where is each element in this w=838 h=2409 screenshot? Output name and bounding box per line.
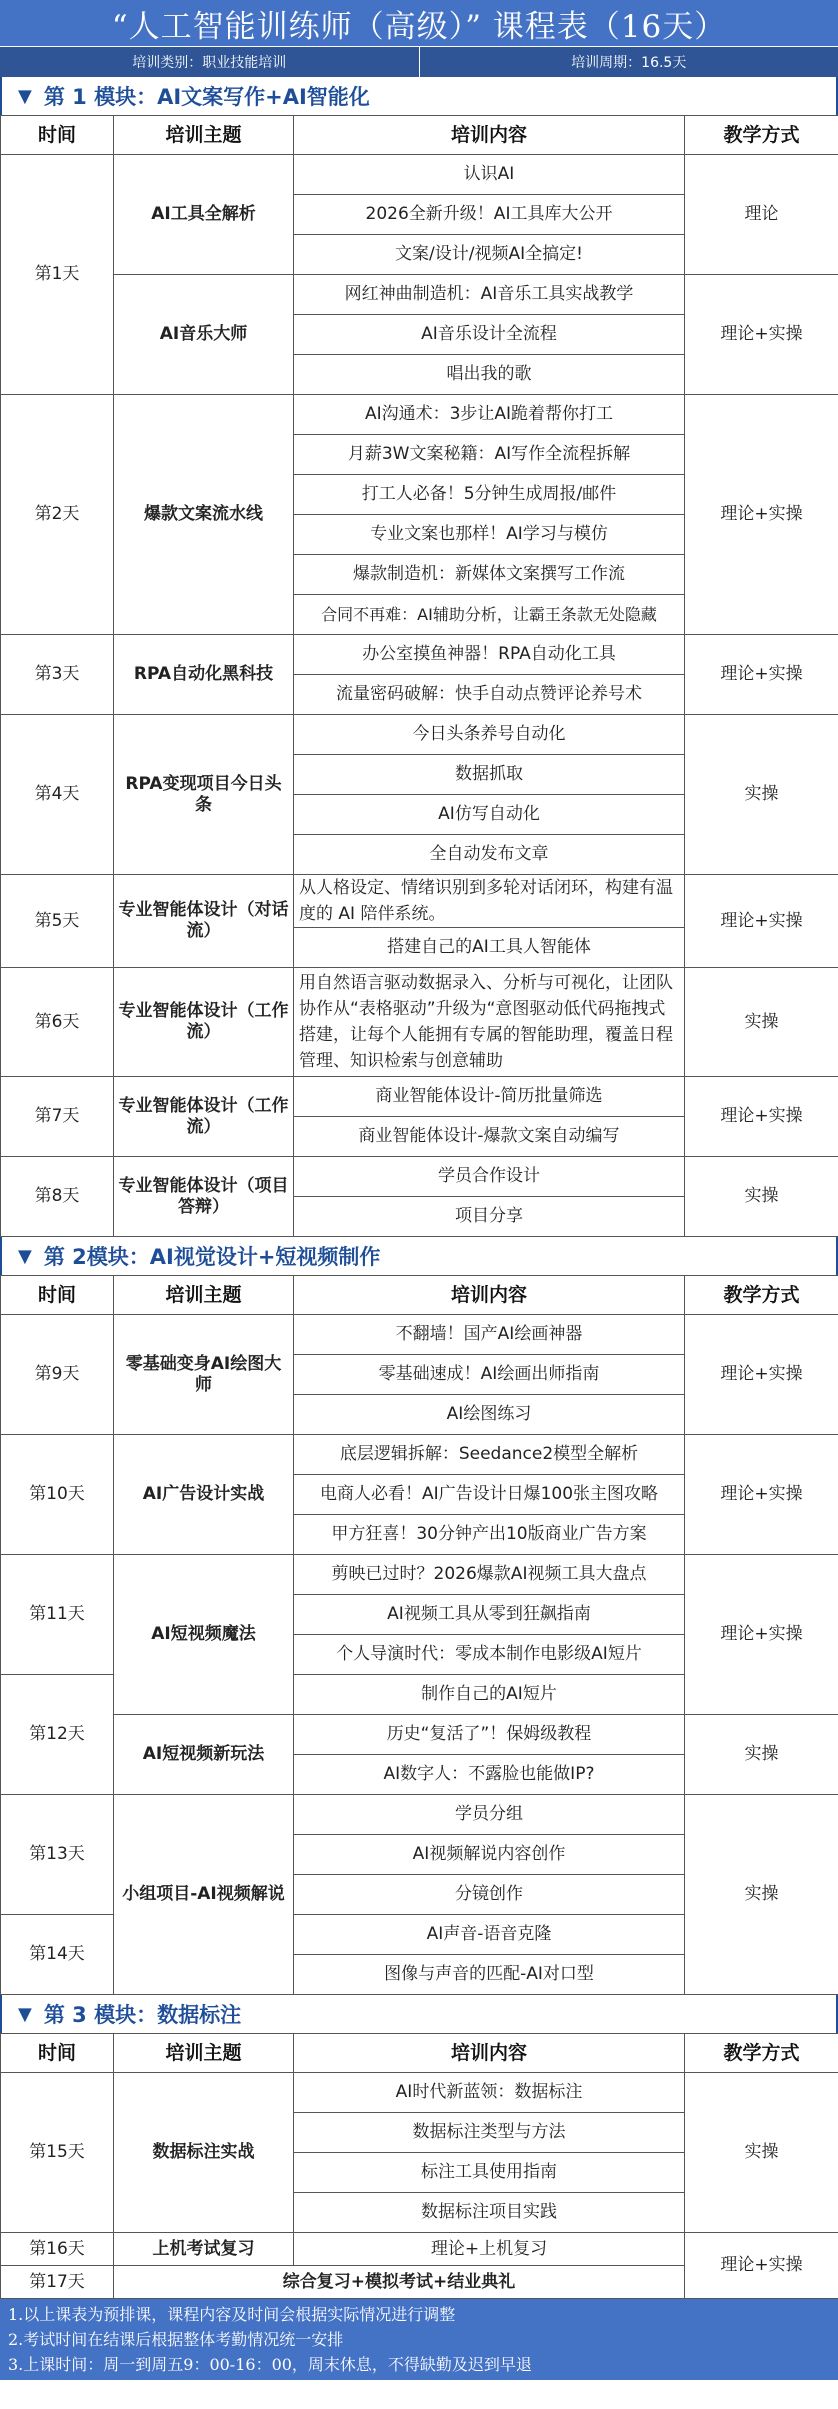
day-cell: 第8天 bbox=[1, 1157, 114, 1237]
note-line: 3.上课时间：周一到周五9：00-16：00，周末休息，不得缺勤及迟到早退 bbox=[8, 2355, 532, 2374]
day-cell: 第3天 bbox=[1, 635, 114, 715]
topic-cell: 上机考试复习 bbox=[114, 2233, 294, 2266]
content-cell: AI视频解说内容创作 bbox=[294, 1835, 685, 1875]
day-cell: 第10天 bbox=[1, 1435, 114, 1555]
content-cell: 认识AI bbox=[294, 155, 685, 195]
info-bar bbox=[0, 46, 838, 77]
content-cell: 流量密码破解：快手自动点赞评论养号术 bbox=[294, 675, 685, 715]
header-content: 培训内容 bbox=[294, 1276, 685, 1315]
notes-footer bbox=[0, 2299, 838, 2380]
header-topic: 培训主题 bbox=[114, 1276, 294, 1315]
header-method: 教学方式 bbox=[685, 2034, 838, 2073]
content-cell: 项目分享 bbox=[294, 1197, 685, 1237]
header-time: 时间 bbox=[1, 2034, 114, 2073]
module-3-header bbox=[0, 1995, 838, 2033]
module-title: 第 3 模块：数据标注 bbox=[43, 2003, 242, 2027]
content-cell: 分镜创作 bbox=[294, 1875, 685, 1915]
method-cell: 理论+实操 bbox=[685, 635, 838, 715]
content-cell: 网红神曲制造机：AI音乐工具实战教学 bbox=[294, 275, 685, 315]
header-time: 时间 bbox=[1, 1276, 114, 1315]
table-header-row bbox=[1, 1276, 838, 1315]
content-cell: 数据标注项目实践 bbox=[294, 2193, 685, 2233]
content-cell: AI音乐设计全流程 bbox=[294, 315, 685, 355]
topic-cell: AI短视频魔法 bbox=[114, 1555, 294, 1715]
table-header-row bbox=[1, 2034, 838, 2073]
collapse-triangle-icon: ▼ bbox=[18, 1245, 32, 1267]
topic-cell: RPA变现项目今日头条 bbox=[114, 715, 294, 875]
topic-cell: AI音乐大师 bbox=[114, 275, 294, 395]
content-cell: 办公室摸鱼神器！RPA自动化工具 bbox=[294, 635, 685, 675]
header-topic: 培训主题 bbox=[114, 2034, 294, 2073]
content-cell: AI声音-语音克隆 bbox=[294, 1915, 685, 1955]
topic-cell: 数据标注实战 bbox=[114, 2073, 294, 2233]
content-cell: AI数字人：不露脸也能做IP? bbox=[294, 1755, 685, 1795]
note-line: 1.以上课表为预排课，课程内容及时间会根据实际情况进行调整 bbox=[8, 2305, 456, 2324]
content-cell: 不翻墙！国产AI绘画神器 bbox=[294, 1315, 685, 1355]
module-title: 第 2模块：AI视觉设计+短视频制作 bbox=[43, 1245, 381, 1269]
method-cell: 实操 bbox=[685, 1715, 838, 1795]
topic-cell: 小组项目-AI视频解说 bbox=[114, 1795, 294, 1995]
method-cell: 理论+实操 bbox=[685, 1435, 838, 1555]
content-cell: 月薪3W文案秘籍：AI写作全流程拆解 bbox=[294, 435, 685, 475]
day-cell: 第4天 bbox=[1, 715, 114, 875]
training-category: 培训类别：职业技能培训 bbox=[0, 47, 420, 77]
content-cell: 打工人必备！5分钟生成周报/邮件 bbox=[294, 475, 685, 515]
content-cell: 合同不再难：AI辅助分析，让霸王条款无处隐藏 bbox=[294, 595, 685, 635]
content-cell: 底层逻辑拆解：Seedance2模型全解析 bbox=[294, 1435, 685, 1475]
content-cell: 标注工具使用指南 bbox=[294, 2153, 685, 2193]
page-title: “人工智能训练师（高级）” 课程表（16天） bbox=[0, 0, 838, 46]
topic-cell: 爆款文案流水线 bbox=[114, 395, 294, 635]
content-cell: 爆款制造机：新媒体文案撰写工作流 bbox=[294, 555, 685, 595]
method-cell: 理论+实操 bbox=[685, 395, 838, 635]
table-header-row bbox=[1, 116, 838, 155]
day-cell: 第14天 bbox=[1, 1915, 114, 1995]
content-cell: AI时代新蓝领：数据标注 bbox=[294, 2073, 685, 2113]
method-cell: 理论+实操 bbox=[685, 1555, 838, 1715]
method-cell: 实操 bbox=[685, 1795, 838, 1995]
module-1-header bbox=[0, 77, 838, 115]
day-cell: 第11天 bbox=[1, 1555, 114, 1675]
day-cell: 第6天 bbox=[1, 968, 114, 1077]
content-cell: 2026全新升级！AI工具库大公开 bbox=[294, 195, 685, 235]
content-cell: 学员分组 bbox=[294, 1795, 685, 1835]
header-content: 培训内容 bbox=[294, 116, 685, 155]
content-cell: 制作自己的AI短片 bbox=[294, 1675, 685, 1715]
content-cell: 商业智能体设计-爆款文案自动编写 bbox=[294, 1117, 685, 1157]
content-cell: 剪映已过时？2026爆款AI视频工具大盘点 bbox=[294, 1555, 685, 1595]
day-cell: 第1天 bbox=[1, 155, 114, 395]
content-cell: 零基础速成！AI绘画出师指南 bbox=[294, 1355, 685, 1395]
content-cell: 全自动发布文章 bbox=[294, 835, 685, 875]
header-method: 教学方式 bbox=[685, 116, 838, 155]
content-cell: 数据标注类型与方法 bbox=[294, 2113, 685, 2153]
content-cell: 数据抓取 bbox=[294, 755, 685, 795]
day-cell: 第9天 bbox=[1, 1315, 114, 1435]
topic-cell: RPA自动化黑科技 bbox=[114, 635, 294, 715]
collapse-triangle-icon: ▼ bbox=[18, 85, 32, 107]
content-cell: 今日头条养号自动化 bbox=[294, 715, 685, 755]
day-cell: 第2天 bbox=[1, 395, 114, 635]
method-cell: 实操 bbox=[685, 2073, 838, 2233]
day-cell: 第16天 bbox=[1, 2233, 114, 2266]
method-cell: 理论+实操 bbox=[685, 275, 838, 395]
header-time: 时间 bbox=[1, 116, 114, 155]
content-cell: 历史“复活了”！保姆级教程 bbox=[294, 1715, 685, 1755]
method-cell: 实操 bbox=[685, 715, 838, 875]
method-cell: 实操 bbox=[685, 968, 838, 1077]
day-cell: 第15天 bbox=[1, 2073, 114, 2233]
module-2-table bbox=[0, 1275, 838, 1995]
topic-cell: 零基础变身AI绘图大师 bbox=[114, 1315, 294, 1435]
content-cell: 商业智能体设计-简历批量筛选 bbox=[294, 1077, 685, 1117]
topic-cell: AI广告设计实战 bbox=[114, 1435, 294, 1555]
content-cell: 搭建自己的AI工具人智能体 bbox=[294, 928, 685, 968]
note-line: 2.考试时间在结课后根据整体考勤情况统一安排 bbox=[8, 2330, 344, 2349]
module-1-table bbox=[0, 115, 838, 1237]
day-cell: 第13天 bbox=[1, 1795, 114, 1915]
content-cell: 甲方狂喜！30分钟产出10版商业广告方案 bbox=[294, 1515, 685, 1555]
content-cell: 个人导演时代：零成本制作电影级AI短片 bbox=[294, 1635, 685, 1675]
day-cell: 第12天 bbox=[1, 1675, 114, 1795]
method-cell: 理论 bbox=[685, 155, 838, 275]
header-topic: 培训主题 bbox=[114, 116, 294, 155]
training-period: 培训周期：16.5天 bbox=[571, 55, 687, 71]
day-cell: 第7天 bbox=[1, 1077, 114, 1157]
content-cell: 学员合作设计 bbox=[294, 1157, 685, 1197]
method-cell: 理论+实操 bbox=[685, 2233, 838, 2299]
content-cell: 从人格设定、情绪识别到多轮对话闭环，构建有温度的 AI 陪伴系统。 bbox=[294, 875, 685, 928]
method-cell: 理论+实操 bbox=[685, 875, 838, 968]
content-cell: 文案/设计/视频AI全搞定! bbox=[294, 235, 685, 275]
day-cell: 第5天 bbox=[1, 875, 114, 968]
method-cell: 理论+实操 bbox=[685, 1077, 838, 1157]
topic-cell: 专业智能体设计（对话流） bbox=[114, 875, 294, 968]
topic-cell: 专业智能体设计（项目答辩） bbox=[114, 1157, 294, 1237]
content-cell: 理论+上机复习 bbox=[294, 2233, 685, 2266]
day-cell: 第17天 bbox=[1, 2266, 114, 2299]
topic-cell: AI短视频新玩法 bbox=[114, 1715, 294, 1795]
content-cell: AI绘图练习 bbox=[294, 1395, 685, 1435]
module-3-table bbox=[0, 2033, 838, 2299]
content-cell: AI仿写自动化 bbox=[294, 795, 685, 835]
content-cell: AI视频工具从零到狂飙指南 bbox=[294, 1595, 685, 1635]
header-method: 教学方式 bbox=[685, 1276, 838, 1315]
method-cell: 实操 bbox=[685, 1157, 838, 1237]
collapse-triangle-icon: ▼ bbox=[18, 2003, 32, 2025]
content-cell: 唱出我的歌 bbox=[294, 355, 685, 395]
topic-cell: 专业智能体设计（工作流） bbox=[114, 968, 294, 1077]
topic-cell: AI工具全解析 bbox=[114, 155, 294, 275]
method-cell: 理论+实操 bbox=[685, 1315, 838, 1435]
content-cell: 电商人必看！AI广告设计日爆100张主图攻略 bbox=[294, 1475, 685, 1515]
topic-cell: 专业智能体设计（工作流） bbox=[114, 1077, 294, 1157]
final-review-cell: 综合复习+模拟考试+结业典礼 bbox=[114, 2266, 685, 2299]
header-content: 培训内容 bbox=[294, 2034, 685, 2073]
content-cell: 专业文案也那样！AI学习与模仿 bbox=[294, 515, 685, 555]
content-cell: 图像与声音的匹配-AI对口型 bbox=[294, 1955, 685, 1995]
content-cell: AI沟通术：3步让AI跪着帮你打工 bbox=[294, 395, 685, 435]
module-title: 第 1 模块：AI文案写作+AI智能化 bbox=[43, 85, 370, 109]
module-2-header bbox=[0, 1237, 838, 1275]
content-cell: 用自然语言驱动数据录入、分析与可视化，让团队协作从“表格驱动”升级为“意图驱动低代码拖拽式搭建，让每个人能拥有专属的智能助理，覆盖日程管理、知识检索与创意辅助 bbox=[294, 968, 685, 1077]
